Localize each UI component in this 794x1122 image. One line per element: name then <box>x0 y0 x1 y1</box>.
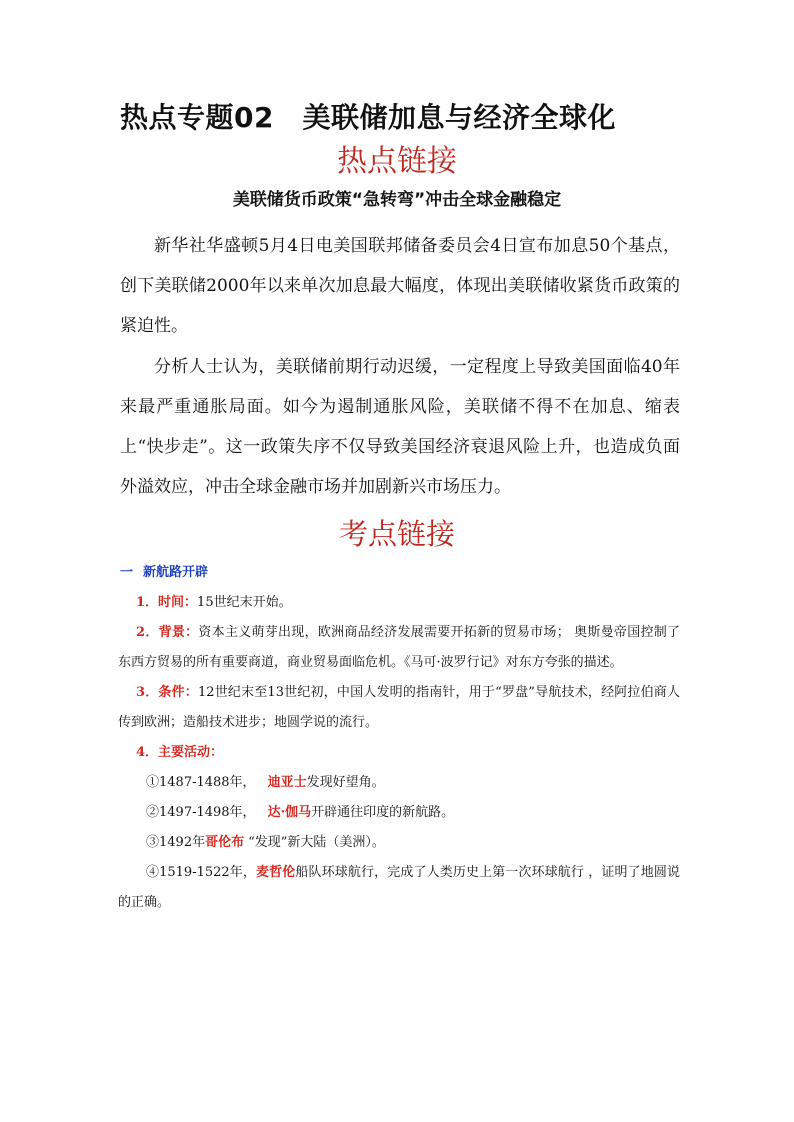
note-text: 15世纪末开始。 <box>197 595 292 610</box>
topic-number: 一 <box>120 565 134 580</box>
activity-prefix: ①1487-1488年， <box>146 775 256 790</box>
news-paragraph-1: 新华社华盛顿5月4日电美国联邦储备委员会4日宣布加息50个基点，创下美联储2000年以来单次加息最大幅度，体现出美联储收紧货币政策的紧迫性。 <box>120 236 680 336</box>
explorer-name: 麦哲伦 <box>256 865 296 880</box>
activity-item <box>118 828 680 858</box>
news-paragraph-2: 分析人士认为，美联储前期行动迟缓，一定程度上导致美国面临40年来最严重通胀局面。如今为遏制通胀风险，美联储不得不在加息、缩表上“快步走”。这一政策失序不仅导致美国经济衰退风险上升，也造成负面外溢效应，冲击全球金融市场并加剧新兴市场压力。 <box>120 357 680 497</box>
note-label: 3．条件： <box>136 685 198 700</box>
note-label: 2．背景： <box>136 625 199 640</box>
exam-link-heading: 考点链接 <box>338 517 455 551</box>
activity-prefix: ④1519-1522年， <box>146 865 257 880</box>
note-time <box>118 588 680 618</box>
activity-prefix: ③1492年 <box>146 835 206 850</box>
note-text: 12世纪末至13世纪初，中国人发明的指南针，用于“罗盘”导航技术，经阿拉伯商人传到欧洲；造船技术进步；地圆学说的流行。 <box>118 685 680 730</box>
note-label: 1．时间： <box>136 595 198 610</box>
activity-text: 开辟通往印度的新航路。 <box>311 805 455 820</box>
explorer-name: 达·伽马 <box>267 805 312 820</box>
note-label: 4．主要活动： <box>136 745 224 760</box>
activity-item <box>118 798 680 828</box>
activity-text: 船队环球航行，完成了人类历史上第一次环球航行 ，证明了地圆说的正确。 <box>118 865 680 910</box>
topic-title: 新航路开辟 <box>143 565 209 580</box>
activity-prefix: ②1497-1498年， <box>146 805 256 820</box>
news-headline: 美联储货币政策“急转弯”冲击全球金融稳定 <box>232 190 562 210</box>
explorer-name: 哥伦布 <box>205 835 245 850</box>
note-main-activities <box>118 738 680 768</box>
activity-item <box>118 768 680 798</box>
topic-heading <box>118 558 680 588</box>
note-conditions <box>118 678 680 738</box>
page-title: 热点专题02 美联储加息与经济全球化 <box>120 101 616 134</box>
exam-notes <box>118 558 680 918</box>
activity-item <box>118 858 680 918</box>
explorer-name: 迪亚士 <box>267 775 307 790</box>
hot-link-heading: 热点链接 <box>337 144 457 179</box>
note-background <box>118 618 680 678</box>
activity-text: “发现”新大陆（美洲）。 <box>248 835 385 850</box>
note-text: 资本主义萌芽出现，欧洲商品经济发展需要开拓新的贸易市场； 奥斯曼帝国控制了东西方贸易的所有重要商道，商业贸易面临危机。《马可·波罗行记》对东方夸张的描述。 <box>118 625 681 670</box>
activity-text: 发现好望角。 <box>306 775 385 790</box>
